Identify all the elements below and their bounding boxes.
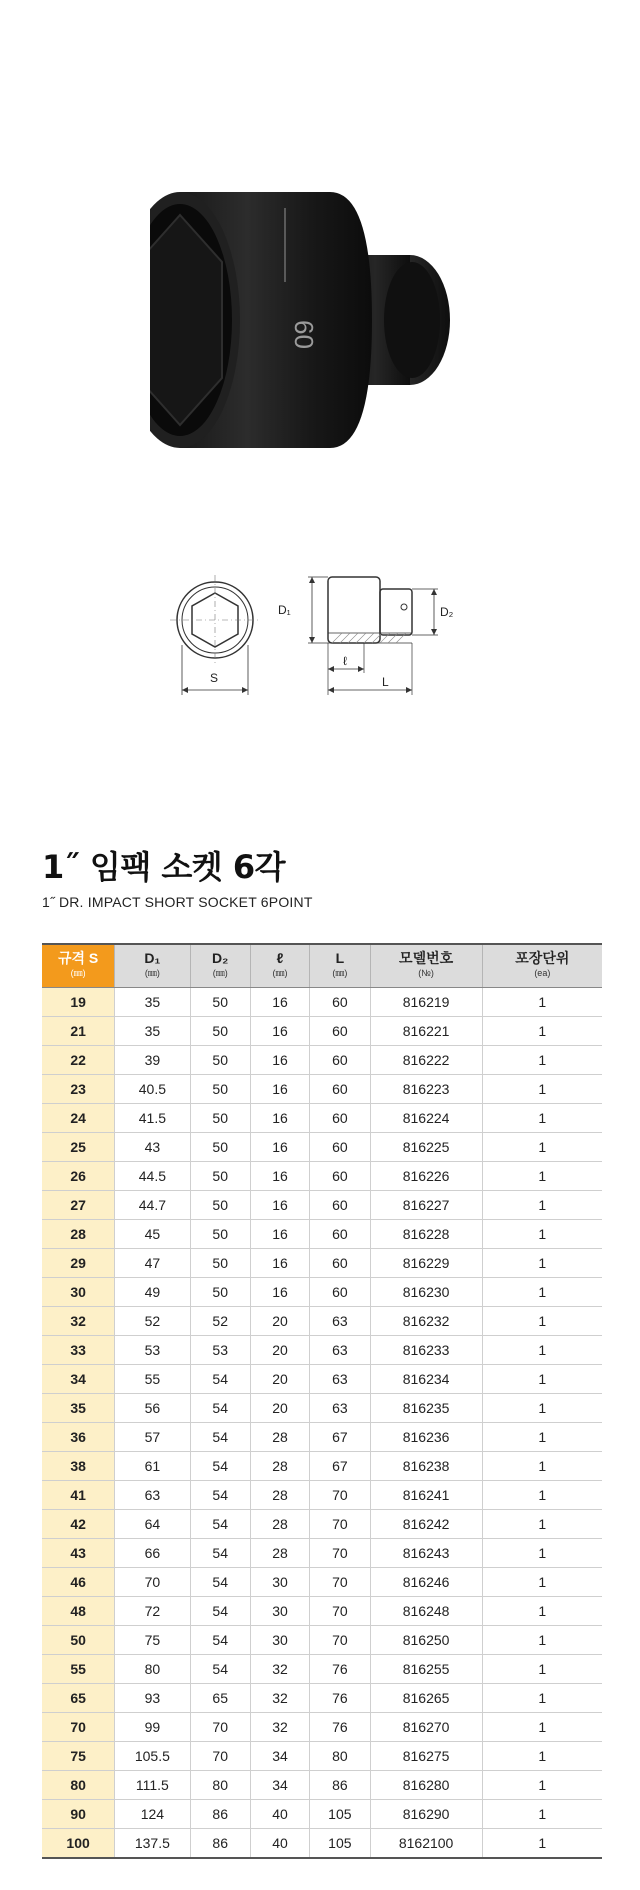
cell-l-small: 28 (250, 1539, 309, 1568)
cell-package-unit: 1 (482, 1626, 602, 1655)
cell-package-unit: 1 (482, 1510, 602, 1539)
cell-d1: 47 (115, 1249, 190, 1278)
cell-size: 23 (42, 1075, 115, 1104)
cell-l-small: 32 (250, 1713, 309, 1742)
cell-package-unit: 1 (482, 1220, 602, 1249)
cell-size: 50 (42, 1626, 115, 1655)
page-title: 1˝ 임팩 소켓 6각 (42, 848, 286, 886)
cell-l-small: 28 (250, 1510, 309, 1539)
cell-size: 41 (42, 1481, 115, 1510)
cell-d2: 54 (190, 1568, 250, 1597)
cell-l-big: 60 (310, 1278, 370, 1307)
cell-l-small: 40 (250, 1829, 309, 1859)
cell-package-unit: 1 (482, 1191, 602, 1220)
cell-l-big: 63 (310, 1307, 370, 1336)
cell-d1: 137.5 (115, 1829, 190, 1859)
cell-d1: 99 (115, 1713, 190, 1742)
table-row (42, 1742, 602, 1771)
table-row (42, 1133, 602, 1162)
cell-l-big: 63 (310, 1336, 370, 1365)
cell-d1: 55 (115, 1365, 190, 1394)
cell-l-small: 16 (250, 1191, 309, 1220)
cell-l-big: 60 (310, 1191, 370, 1220)
cell-d1: 111.5 (115, 1771, 190, 1800)
cell-d1: 35 (115, 988, 190, 1017)
cell-d2: 54 (190, 1423, 250, 1452)
cell-l-big: 60 (310, 988, 370, 1017)
cell-l-big: 60 (310, 1133, 370, 1162)
table-row (42, 1017, 602, 1046)
cell-l-big: 60 (310, 1104, 370, 1133)
cell-model-number: 816241 (370, 1481, 482, 1510)
table-row (42, 1423, 602, 1452)
cell-model-number: 816242 (370, 1510, 482, 1539)
cell-d2: 54 (190, 1452, 250, 1481)
cell-d1: 52 (115, 1307, 190, 1336)
dimension-drawing (160, 545, 500, 705)
cell-d2: 54 (190, 1597, 250, 1626)
label-l-small: ℓ (343, 654, 347, 668)
cell-d2: 53 (190, 1336, 250, 1365)
cell-l-small: 30 (250, 1626, 309, 1655)
cell-d1: 63 (115, 1481, 190, 1510)
cell-l-small: 16 (250, 1162, 309, 1191)
cell-l-small: 34 (250, 1742, 309, 1771)
cell-size: 32 (42, 1307, 115, 1336)
table-row (42, 1510, 602, 1539)
cell-package-unit: 1 (482, 1307, 602, 1336)
cell-size: 22 (42, 1046, 115, 1075)
cell-package-unit: 1 (482, 988, 602, 1017)
cell-l-small: 32 (250, 1655, 309, 1684)
cell-d1: 41.5 (115, 1104, 190, 1133)
cell-l-big: 105 (310, 1800, 370, 1829)
cell-model-number: 816238 (370, 1452, 482, 1481)
cell-l-small: 16 (250, 1278, 309, 1307)
cell-model-number: 816229 (370, 1249, 482, 1278)
table-row (42, 1191, 602, 1220)
table-row (42, 1771, 602, 1800)
cell-l-big: 70 (310, 1626, 370, 1655)
cell-size: 38 (42, 1452, 115, 1481)
cell-l-small: 16 (250, 1220, 309, 1249)
cell-l-big: 67 (310, 1452, 370, 1481)
cell-size: 36 (42, 1423, 115, 1452)
cell-package-unit: 1 (482, 1713, 602, 1742)
cell-package-unit: 1 (482, 1394, 602, 1423)
table-header-row (42, 944, 602, 988)
cell-l-small: 28 (250, 1423, 309, 1452)
cell-d2: 50 (190, 1075, 250, 1104)
cell-model-number: 816275 (370, 1742, 482, 1771)
table-row (42, 1655, 602, 1684)
cell-package-unit: 1 (482, 1133, 602, 1162)
cell-d2: 52 (190, 1307, 250, 1336)
cell-model-number: 816228 (370, 1220, 482, 1249)
cell-d1: 40.5 (115, 1075, 190, 1104)
label-l-big: L (382, 675, 389, 689)
cell-size: 100 (42, 1829, 115, 1859)
cell-l-big: 86 (310, 1771, 370, 1800)
cell-package-unit: 1 (482, 1017, 602, 1046)
cell-d2: 86 (190, 1800, 250, 1829)
cell-d1: 35 (115, 1017, 190, 1046)
cell-size: 33 (42, 1336, 115, 1365)
cell-package-unit: 1 (482, 1539, 602, 1568)
table-row (42, 1336, 602, 1365)
table-row (42, 988, 602, 1017)
cell-model-number: 816265 (370, 1684, 482, 1713)
cell-l-big: 80 (310, 1742, 370, 1771)
table-row (42, 1829, 602, 1859)
cell-d2: 54 (190, 1626, 250, 1655)
cell-l-small: 16 (250, 1249, 309, 1278)
table-row (42, 1365, 602, 1394)
cell-model-number: 816232 (370, 1307, 482, 1336)
cell-l-small: 16 (250, 1017, 309, 1046)
header-package-unit: 포장단위 (ea) (482, 944, 602, 988)
label-d2: D₂ (440, 605, 454, 619)
cell-d1: 49 (115, 1278, 190, 1307)
cell-l-big: 70 (310, 1510, 370, 1539)
cell-package-unit: 1 (482, 1655, 602, 1684)
cell-model-number: 816270 (370, 1713, 482, 1742)
cell-package-unit: 1 (482, 1423, 602, 1452)
cell-model-number: 816219 (370, 988, 482, 1017)
cell-model-number: 8162100 (370, 1829, 482, 1859)
cell-size: 30 (42, 1278, 115, 1307)
cell-l-big: 60 (310, 1249, 370, 1278)
cell-model-number: 816225 (370, 1133, 482, 1162)
cell-l-big: 63 (310, 1365, 370, 1394)
cell-size: 19 (42, 988, 115, 1017)
cell-l-small: 16 (250, 1104, 309, 1133)
table-row (42, 1684, 602, 1713)
cell-l-big: 70 (310, 1481, 370, 1510)
cell-size: 29 (42, 1249, 115, 1278)
cell-d1: 75 (115, 1626, 190, 1655)
cell-size: 25 (42, 1133, 115, 1162)
cell-model-number: 816236 (370, 1423, 482, 1452)
header-size: 규격 S (㎜) (42, 944, 115, 988)
cell-l-small: 20 (250, 1336, 309, 1365)
cell-l-small: 16 (250, 1075, 309, 1104)
cell-size: 42 (42, 1510, 115, 1539)
table-row (42, 1539, 602, 1568)
cell-l-small: 40 (250, 1800, 309, 1829)
table-row (42, 1568, 602, 1597)
table-row (42, 1307, 602, 1336)
cell-l-small: 20 (250, 1365, 309, 1394)
cell-d2: 50 (190, 1133, 250, 1162)
cell-package-unit: 1 (482, 1452, 602, 1481)
cell-l-big: 105 (310, 1829, 370, 1859)
cell-model-number: 816224 (370, 1104, 482, 1133)
table-row (42, 1800, 602, 1829)
cell-size: 46 (42, 1568, 115, 1597)
cell-l-small: 32 (250, 1684, 309, 1713)
cell-model-number: 816246 (370, 1568, 482, 1597)
cell-d2: 80 (190, 1771, 250, 1800)
cell-l-small: 20 (250, 1307, 309, 1336)
table-row (42, 1452, 602, 1481)
cell-package-unit: 1 (482, 1365, 602, 1394)
cell-d2: 70 (190, 1713, 250, 1742)
cell-d2: 50 (190, 1220, 250, 1249)
cell-size: 24 (42, 1104, 115, 1133)
cell-d2: 50 (190, 1162, 250, 1191)
header-model-number: 모델번호 (№) (370, 944, 482, 988)
label-s: S (210, 671, 219, 685)
cell-d2: 86 (190, 1829, 250, 1859)
cell-d2: 70 (190, 1742, 250, 1771)
cell-l-small: 16 (250, 1046, 309, 1075)
cell-d1: 72 (115, 1597, 190, 1626)
cell-model-number: 816290 (370, 1800, 482, 1829)
table-row (42, 1713, 602, 1742)
cell-model-number: 816230 (370, 1278, 482, 1307)
cell-l-big: 70 (310, 1568, 370, 1597)
cell-package-unit: 1 (482, 1829, 602, 1859)
cell-l-small: 30 (250, 1597, 309, 1626)
cell-l-small: 28 (250, 1481, 309, 1510)
cell-size: 43 (42, 1539, 115, 1568)
cell-model-number: 816222 (370, 1046, 482, 1075)
cell-package-unit: 1 (482, 1104, 602, 1133)
cell-d2: 50 (190, 1249, 250, 1278)
cell-d2: 50 (190, 1104, 250, 1133)
cell-model-number: 816234 (370, 1365, 482, 1394)
cell-package-unit: 1 (482, 1568, 602, 1597)
cell-size: 48 (42, 1597, 115, 1626)
cell-model-number: 816250 (370, 1626, 482, 1655)
cell-l-small: 28 (250, 1452, 309, 1481)
cell-l-small: 20 (250, 1394, 309, 1423)
cell-d1: 64 (115, 1510, 190, 1539)
impact-socket-photo (150, 170, 510, 470)
table-row (42, 1220, 602, 1249)
spec-table (42, 943, 602, 1859)
cell-size: 75 (42, 1742, 115, 1771)
cell-l-big: 60 (310, 1046, 370, 1075)
table-row (42, 1075, 602, 1104)
cell-package-unit: 1 (482, 1597, 602, 1626)
page-subtitle: 1˝ DR. IMPACT SHORT SOCKET 6POINT (42, 894, 313, 910)
cell-size: 65 (42, 1684, 115, 1713)
cell-l-big: 70 (310, 1539, 370, 1568)
cell-d2: 54 (190, 1481, 250, 1510)
cell-model-number: 816280 (370, 1771, 482, 1800)
cell-d1: 70 (115, 1568, 190, 1597)
cell-model-number: 816223 (370, 1075, 482, 1104)
cell-d2: 54 (190, 1510, 250, 1539)
cell-d2: 50 (190, 1278, 250, 1307)
cell-d2: 54 (190, 1539, 250, 1568)
cell-model-number: 816243 (370, 1539, 482, 1568)
table-row (42, 1046, 602, 1075)
cell-size: 35 (42, 1394, 115, 1423)
cell-d1: 66 (115, 1539, 190, 1568)
cell-package-unit: 1 (482, 1800, 602, 1829)
cell-model-number: 816255 (370, 1655, 482, 1684)
header-l-big: L (㎜) (310, 944, 370, 988)
table-row (42, 1597, 602, 1626)
cell-d1: 44.7 (115, 1191, 190, 1220)
cell-model-number: 816221 (370, 1017, 482, 1046)
cell-l-big: 67 (310, 1423, 370, 1452)
cell-model-number: 816227 (370, 1191, 482, 1220)
cell-d2: 65 (190, 1684, 250, 1713)
cell-d1: 124 (115, 1800, 190, 1829)
cell-d1: 61 (115, 1452, 190, 1481)
cell-l-big: 70 (310, 1597, 370, 1626)
cell-d1: 45 (115, 1220, 190, 1249)
table-row (42, 1278, 602, 1307)
cell-d1: 56 (115, 1394, 190, 1423)
cell-package-unit: 1 (482, 1336, 602, 1365)
cell-d2: 50 (190, 1046, 250, 1075)
engraving-text: 60 (289, 320, 319, 349)
cell-size: 21 (42, 1017, 115, 1046)
header-d2: D₂ (㎜) (190, 944, 250, 988)
table-row (42, 1394, 602, 1423)
cell-model-number: 816226 (370, 1162, 482, 1191)
cell-model-number: 816233 (370, 1336, 482, 1365)
cell-d2: 50 (190, 1191, 250, 1220)
cell-size: 34 (42, 1365, 115, 1394)
header-l-small: ℓ (㎜) (250, 944, 309, 988)
cell-d1: 44.5 (115, 1162, 190, 1191)
cell-package-unit: 1 (482, 1684, 602, 1713)
cell-d1: 57 (115, 1423, 190, 1452)
cell-d1: 93 (115, 1684, 190, 1713)
cell-d2: 54 (190, 1394, 250, 1423)
cell-model-number: 816248 (370, 1597, 482, 1626)
table-row (42, 1104, 602, 1133)
cell-l-big: 60 (310, 1162, 370, 1191)
label-d1: D₁ (278, 603, 291, 617)
header-d1: D₁ (㎜) (115, 944, 190, 988)
cell-size: 90 (42, 1800, 115, 1829)
cell-d2: 50 (190, 988, 250, 1017)
cell-l-big: 76 (310, 1655, 370, 1684)
cell-l-small: 16 (250, 1133, 309, 1162)
table-row (42, 1481, 602, 1510)
cell-l-big: 60 (310, 1075, 370, 1104)
cell-package-unit: 1 (482, 1162, 602, 1191)
cell-l-big: 76 (310, 1713, 370, 1742)
cell-l-big: 60 (310, 1220, 370, 1249)
cell-size: 28 (42, 1220, 115, 1249)
cell-d1: 53 (115, 1336, 190, 1365)
table-row (42, 1162, 602, 1191)
cell-d2: 54 (190, 1655, 250, 1684)
cell-d1: 43 (115, 1133, 190, 1162)
cell-d2: 50 (190, 1017, 250, 1046)
cell-size: 80 (42, 1771, 115, 1800)
cell-package-unit: 1 (482, 1481, 602, 1510)
cell-d1: 105.5 (115, 1742, 190, 1771)
cell-package-unit: 1 (482, 1046, 602, 1075)
cell-d1: 80 (115, 1655, 190, 1684)
cell-size: 27 (42, 1191, 115, 1220)
table-row (42, 1249, 602, 1278)
cell-size: 70 (42, 1713, 115, 1742)
cell-package-unit: 1 (482, 1771, 602, 1800)
cell-package-unit: 1 (482, 1249, 602, 1278)
cell-l-small: 16 (250, 988, 309, 1017)
cell-l-small: 34 (250, 1771, 309, 1800)
cell-package-unit: 1 (482, 1742, 602, 1771)
cell-package-unit: 1 (482, 1278, 602, 1307)
cell-size: 26 (42, 1162, 115, 1191)
cell-d2: 54 (190, 1365, 250, 1394)
cell-model-number: 816235 (370, 1394, 482, 1423)
cell-l-small: 30 (250, 1568, 309, 1597)
cell-d1: 39 (115, 1046, 190, 1075)
cell-l-big: 76 (310, 1684, 370, 1713)
cell-package-unit: 1 (482, 1075, 602, 1104)
cell-l-big: 63 (310, 1394, 370, 1423)
cell-l-big: 60 (310, 1017, 370, 1046)
cell-size: 55 (42, 1655, 115, 1684)
table-row (42, 1626, 602, 1655)
